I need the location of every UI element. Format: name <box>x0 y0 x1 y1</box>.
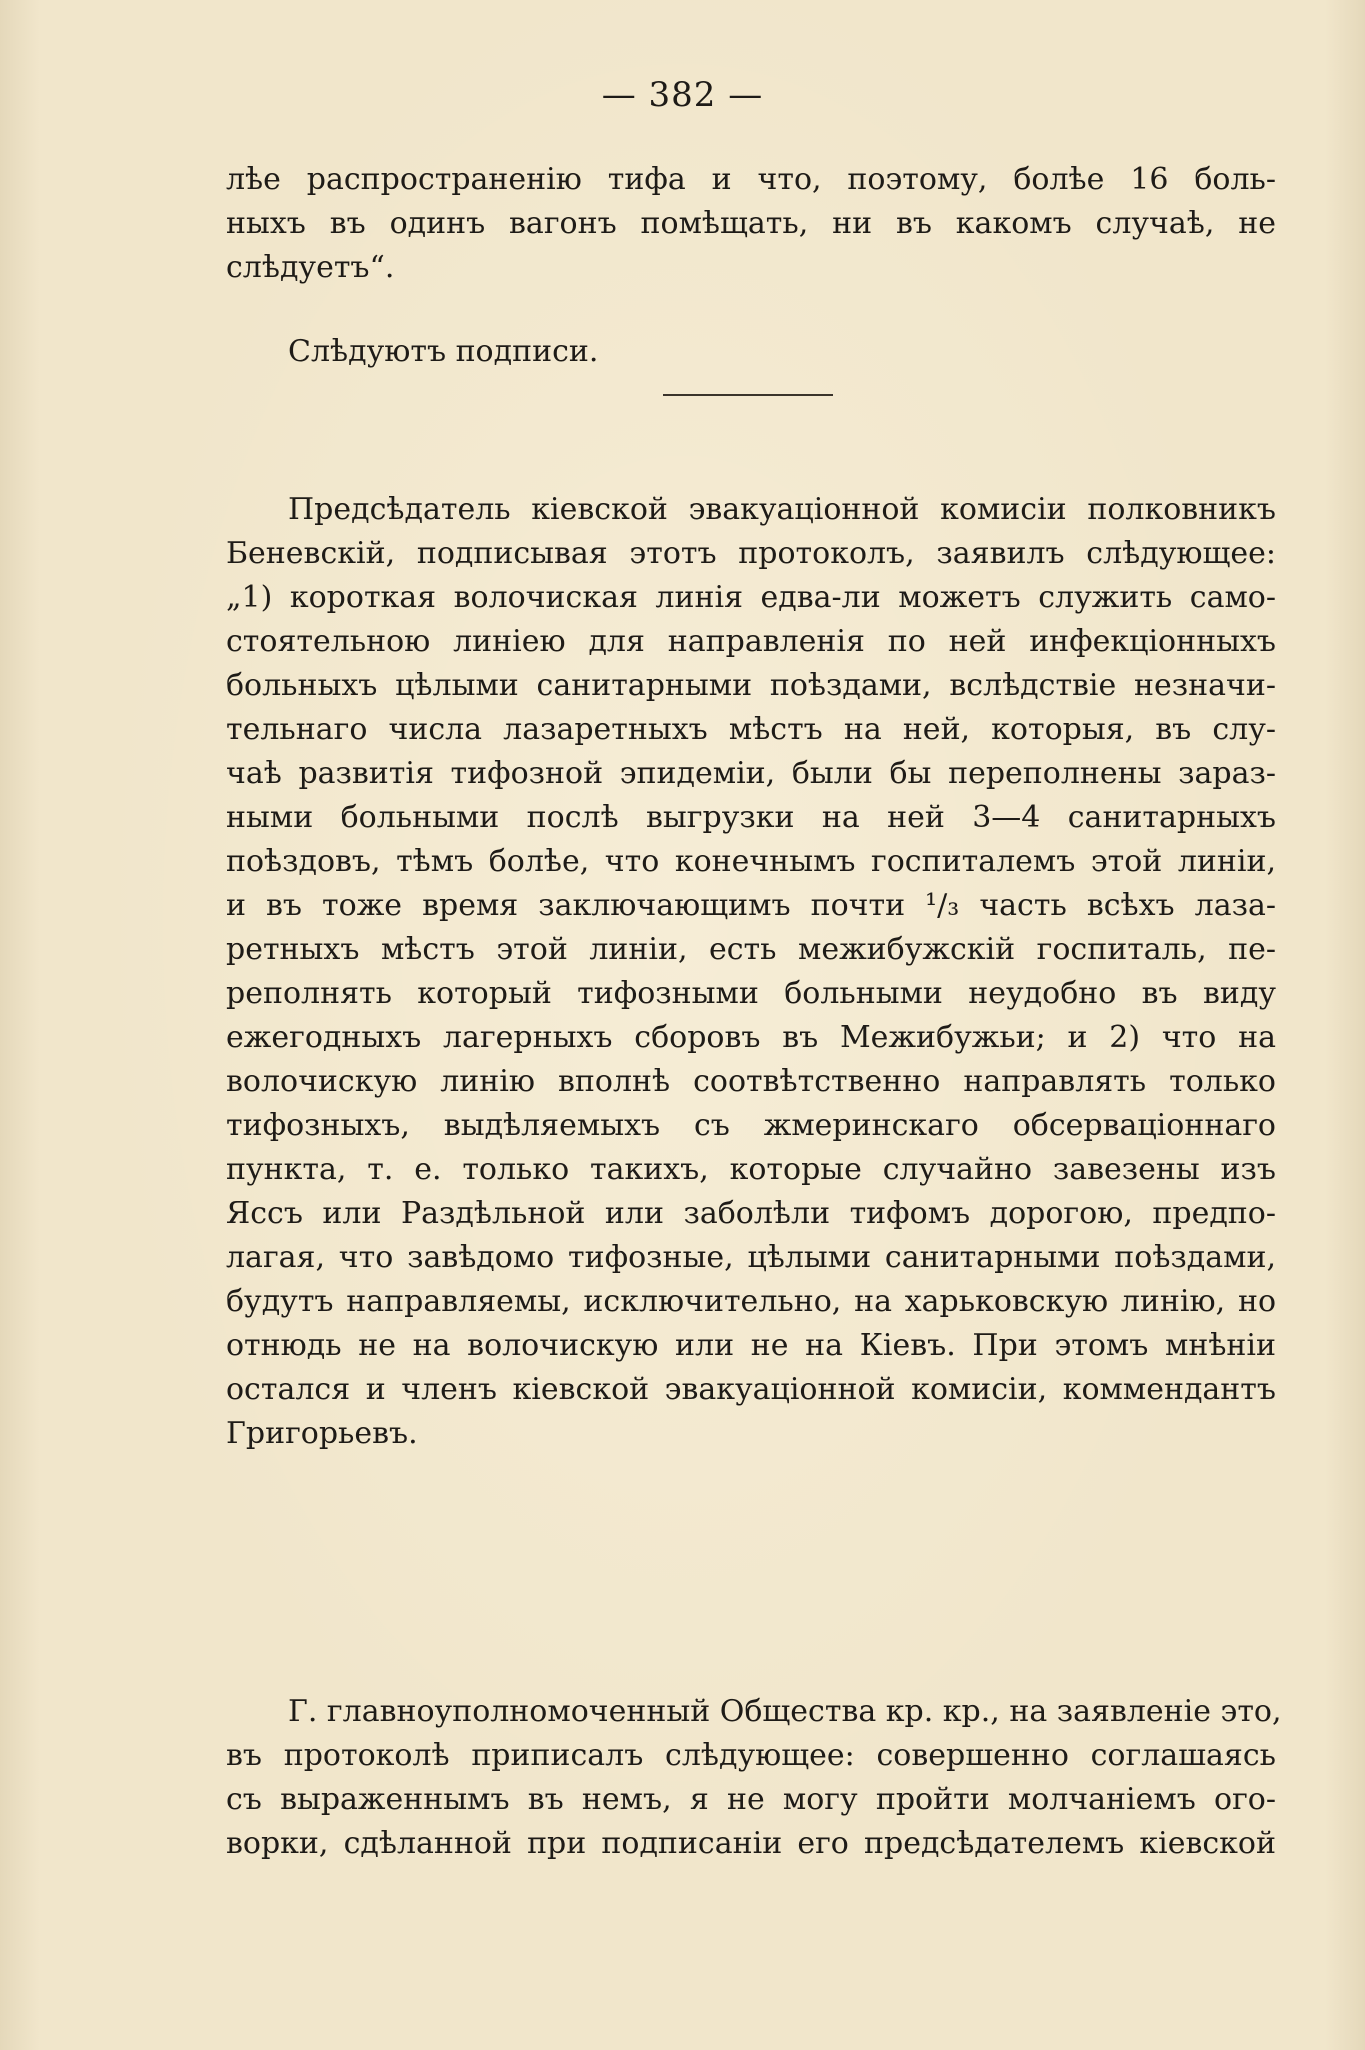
text-line: Г. главноуполномоченный Общества кр. кр., на заявленіе это, <box>288 1694 1282 1729</box>
text-line: тифозныхъ, выдѣляемыхъ съ жмеринскаго обсерваціоннаго <box>226 1108 1276 1143</box>
section-divider <box>663 394 833 396</box>
text-line: остался и членъ кіевской эвакуаціонной комисіи, коммендантъ <box>226 1372 1276 1407</box>
text-line: слѣдуетъ“. <box>226 250 395 285</box>
page-number: — 382 — <box>601 75 764 115</box>
paragraph-chairman-statement <box>226 488 1276 1456</box>
text-line: ными больными послѣ выгрузки на ней 3—4 санитарныхъ <box>226 800 1276 835</box>
text-line: тельнаго числа лазаретныхъ мѣстъ на ней, которыя, въ слу- <box>226 712 1276 747</box>
text-line: будутъ направляемы, исключительно, на харьковскую линію, но <box>226 1284 1276 1319</box>
text-line: ныхъ въ одинъ вагонъ помѣщать, ни въ какомъ случаѣ, не <box>226 206 1276 241</box>
text-line: Предсѣдатель кіевской эвакуаціонной комисіи полковникъ <box>288 492 1276 527</box>
paragraph-continuation <box>226 158 1276 290</box>
text-line: больныхъ цѣлыми санитарными поѣздами, вслѣдствіе незначи- <box>226 668 1276 703</box>
text-line: отнюдь не на волочискую или не на Кіевъ. При этомъ мнѣніи <box>226 1328 1276 1363</box>
paragraph-commissioner-note <box>226 1690 1282 1866</box>
text-line: Беневскій, подписывая этотъ протоколъ, заявилъ слѣдующее: <box>226 536 1276 571</box>
text-line: стоятельною линіею для направленія по ней инфекціонныхъ <box>226 624 1276 659</box>
text-line: лѣе распространенію тифа и что, поэтому, болѣе 16 боль- <box>226 162 1276 197</box>
text-line: „1) короткая волочиская линія едва-ли можетъ служить само- <box>226 580 1276 615</box>
signatures-note: Слѣдуютъ подписи. <box>288 334 599 369</box>
text-line: пункта, т. е. только такихъ, которые случайно завезены изъ <box>226 1152 1276 1187</box>
text-line: съ выраженнымъ въ немъ, я не могу пройти молчаніемъ ого- <box>226 1782 1276 1817</box>
text-line: ретныхъ мѣстъ этой линіи, есть межибужскій госпиталь, пе- <box>226 932 1276 967</box>
text-line: волочискую линію вполнѣ соотвѣтственно направлять только <box>226 1064 1276 1099</box>
text-line: ворки, сдѣланной при подписаніи его предсѣдателемъ кіевской <box>226 1826 1276 1861</box>
text-line: Яссъ или Раздѣльной или заболѣли тифомъ дорогою, предпо- <box>226 1196 1276 1231</box>
text-line: реполнять который тифозными больными неудобно въ виду <box>226 976 1276 1011</box>
text-line: чаѣ развитія тифозной эпидеміи, были бы переполнены зараз- <box>226 756 1276 791</box>
text-line: Григорьевъ. <box>226 1416 418 1451</box>
text-line: и въ тоже время заключающимъ почти ¹/₃ часть всѣхъ лаза- <box>226 888 1276 923</box>
text-line: поѣздовъ, тѣмъ болѣе, что конечнымъ госпиталемъ этой линіи, <box>226 844 1276 879</box>
text-line: ежегодныхъ лагерныхъ сборовъ въ Межибужьи; и 2) что на <box>226 1020 1276 1055</box>
text-line: въ протоколѣ приписалъ слѣдующее: совершенно соглашаясь <box>226 1738 1276 1773</box>
text-line: лагая, что завѣдомо тифозные, цѣлыми санитарными поѣздами, <box>226 1240 1276 1275</box>
